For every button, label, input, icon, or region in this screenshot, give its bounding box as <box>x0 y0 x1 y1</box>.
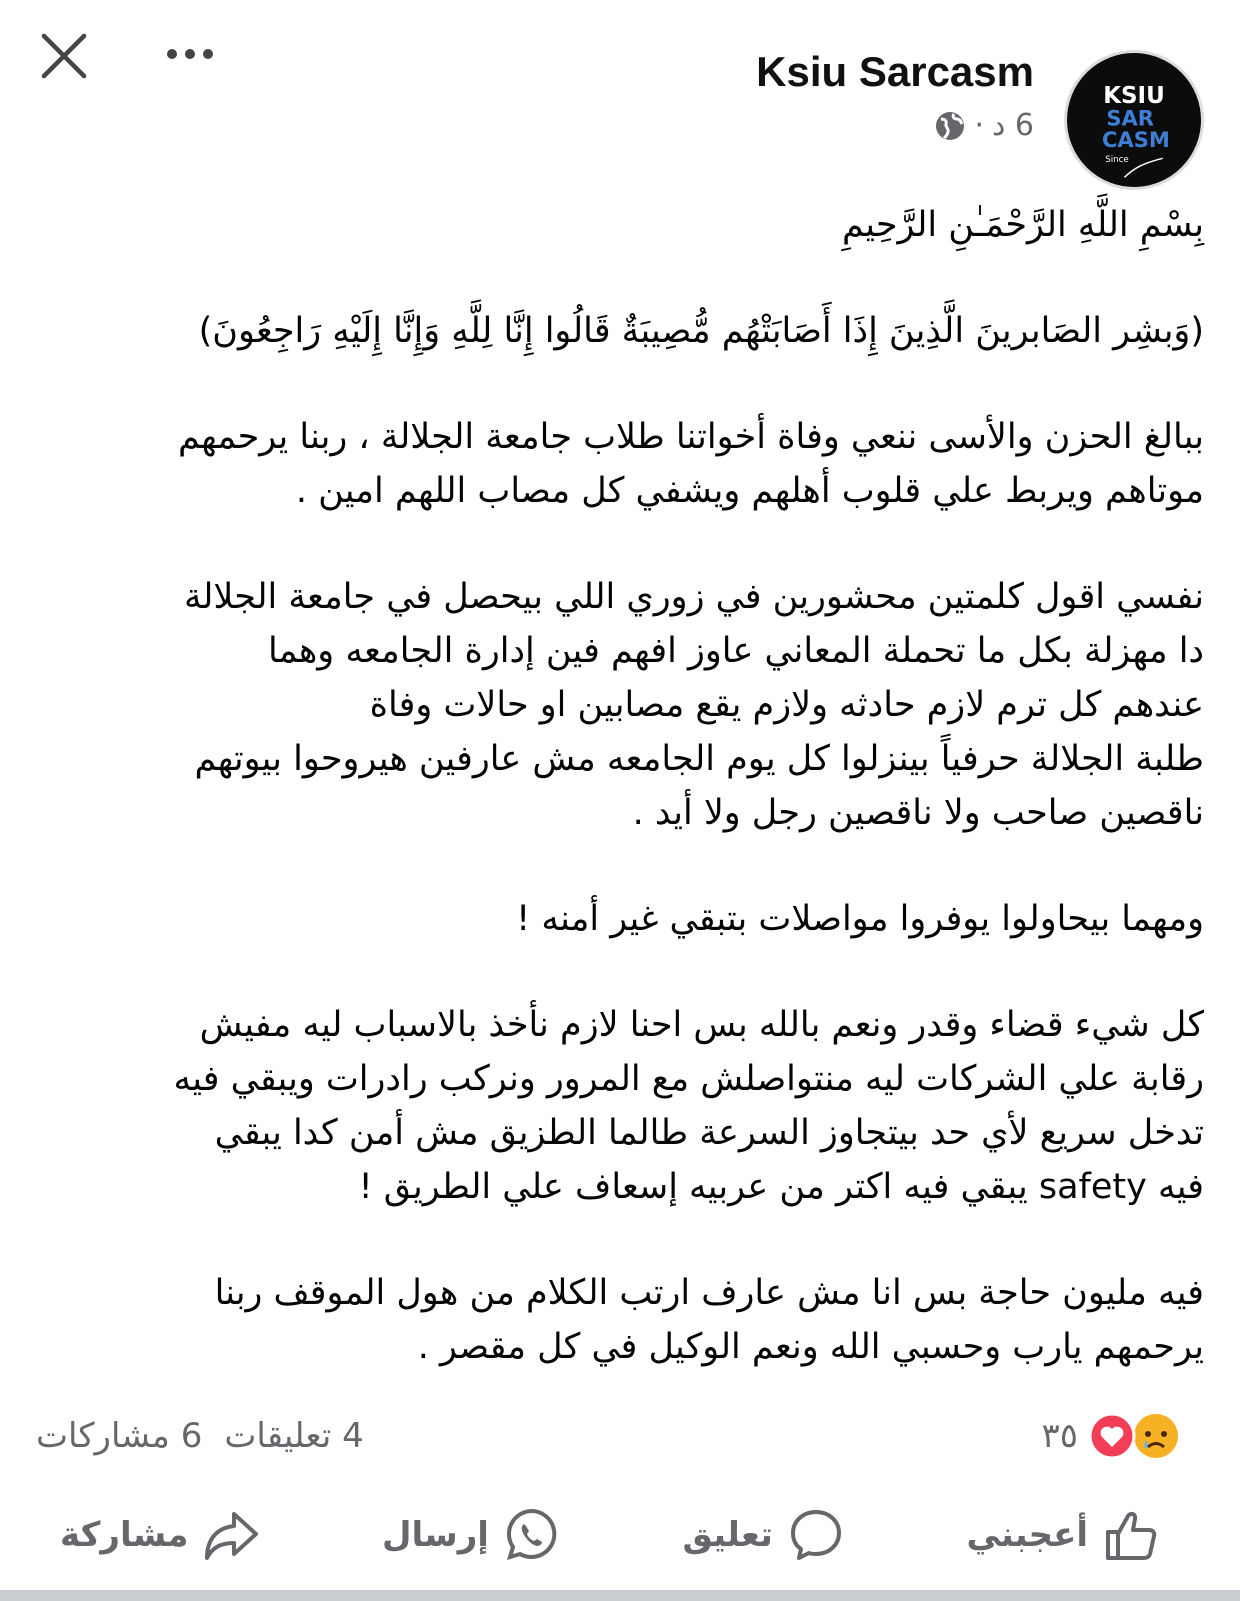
comment-icon <box>787 1506 845 1564</box>
text-line: فيه safety يبقي فيه اكتر من عربيه إسعاف علي الطريق ! <box>358 1167 1204 1207</box>
thumbs-up-icon <box>1102 1506 1160 1564</box>
page-name[interactable]: Ksiu Sarcasm <box>756 48 1034 95</box>
paragraph <box>52 570 1204 840</box>
text-line: ومهما بيحاولوا يوفروا مواصلات بتبقي غير أمنه ! <box>516 899 1204 939</box>
text-line: بِسْمِ اللَّهِ الرَّحْمَـٰنِ الرَّحِيمِ <box>841 205 1204 245</box>
text-line: ببالغ الحزن والأسى ننعي وفاة أخواتنا طلاب جامعة الجلالة ، ربنا يرحمهم <box>177 417 1204 457</box>
paragraph <box>52 1266 1204 1374</box>
svg-text:KSIU: KSIU <box>1103 82 1165 109</box>
comment-label: تعليق <box>682 1515 773 1555</box>
svg-text:Since: Since <box>1105 155 1129 166</box>
comments-shares <box>36 1416 364 1456</box>
post-stats <box>36 1408 1180 1464</box>
separator: · <box>974 108 984 143</box>
comment-button[interactable] <box>683 1506 845 1564</box>
text-line: (وَبشِر الصَابرينَ الَّذِينَ إِذَا أَصَابَتْهُم مُّصِيبَةٌ قَالُوا إِنَّا لِلَّهِ وَإِنَّا إِلَيْهِ رَاجِعُونَ) <box>198 311 1204 351</box>
share-button[interactable] <box>60 1506 260 1564</box>
share-icon <box>202 1506 260 1564</box>
paragraph <box>52 198 1204 252</box>
text-line: نفسي اقول كلمتين محشورين في زوري اللي بيحصل في جامعة الجلالة <box>183 577 1204 617</box>
globe-icon <box>934 110 966 142</box>
more-icon[interactable] <box>165 40 215 68</box>
shares-count[interactable]: 6 مشاركات <box>36 1416 203 1456</box>
paragraph <box>52 892 1204 946</box>
post-meta <box>934 108 1034 143</box>
like-label: أعجبني <box>966 1515 1088 1555</box>
paragraph <box>52 304 1204 358</box>
divider <box>0 1590 1240 1601</box>
svg-text:CASM: CASM <box>1101 126 1170 152</box>
like-button[interactable] <box>966 1506 1160 1564</box>
text-line: دا مهزلة بكل ما تحملة المعاني عاوز افهم فين إدارة الجامعه وهما <box>267 631 1204 671</box>
svg-text:SAR: SAR <box>1106 105 1154 131</box>
action-bar <box>60 1500 1160 1570</box>
text-line: ناقصين صاحب ولا ناقصين رجل ولا أيد . <box>632 793 1204 833</box>
share-label: مشاركة <box>60 1515 189 1555</box>
text-line: تدخل سريع لأي حد بيتجاوز السرعة طالما الطزيق مش أمن كدا يبقي <box>214 1113 1204 1153</box>
sad-icon <box>1132 1412 1180 1460</box>
text-line: موتاهم ويربط علي قلوب أهلهم ويشفي كل مصاب اللهم امين . <box>295 471 1204 511</box>
whatsapp-icon <box>503 1506 561 1564</box>
text-line: رقابة علي الشركات ليه منتواصلش مع المرور ونركب رادرات ويبقي فيه <box>173 1059 1204 1099</box>
post-time[interactable]: 6 د <box>992 108 1034 143</box>
close-icon[interactable] <box>40 32 88 80</box>
send-label: إرسال <box>381 1515 489 1555</box>
post-body <box>52 198 1204 1426</box>
paragraph <box>52 998 1204 1214</box>
comments-count[interactable]: 4 تعليقات <box>224 1416 364 1456</box>
reactions-count: ٣٥ <box>1041 1416 1078 1456</box>
love-icon <box>1088 1412 1136 1460</box>
text-line: عندهم كل ترم لازم حادثه ولازم يقع مصابين او حالات وفاة <box>369 685 1204 725</box>
paragraph <box>52 410 1204 518</box>
text-line: طلبة الجلالة حرفياً بينزلوا كل يوم الجامعه مش عارفين هيروحوا بيوتهم <box>194 739 1204 779</box>
text-line: يرحمهم يارب وحسبي الله ونعم الوكيل في كل مقصر . <box>417 1327 1204 1367</box>
send-button[interactable] <box>382 1506 561 1564</box>
avatar[interactable] <box>1064 50 1204 190</box>
text-line: فيه مليون حاجة بس انا مش عارف ارتب الكلام من هول الموقف ربنا <box>214 1273 1204 1313</box>
text-line: كل شيء قضاء وقدر ونعم بالله بس احنا لازم نأخذ بالاسباب ليه مفيش <box>199 1005 1204 1045</box>
reactions-summary[interactable] <box>1041 1412 1180 1460</box>
